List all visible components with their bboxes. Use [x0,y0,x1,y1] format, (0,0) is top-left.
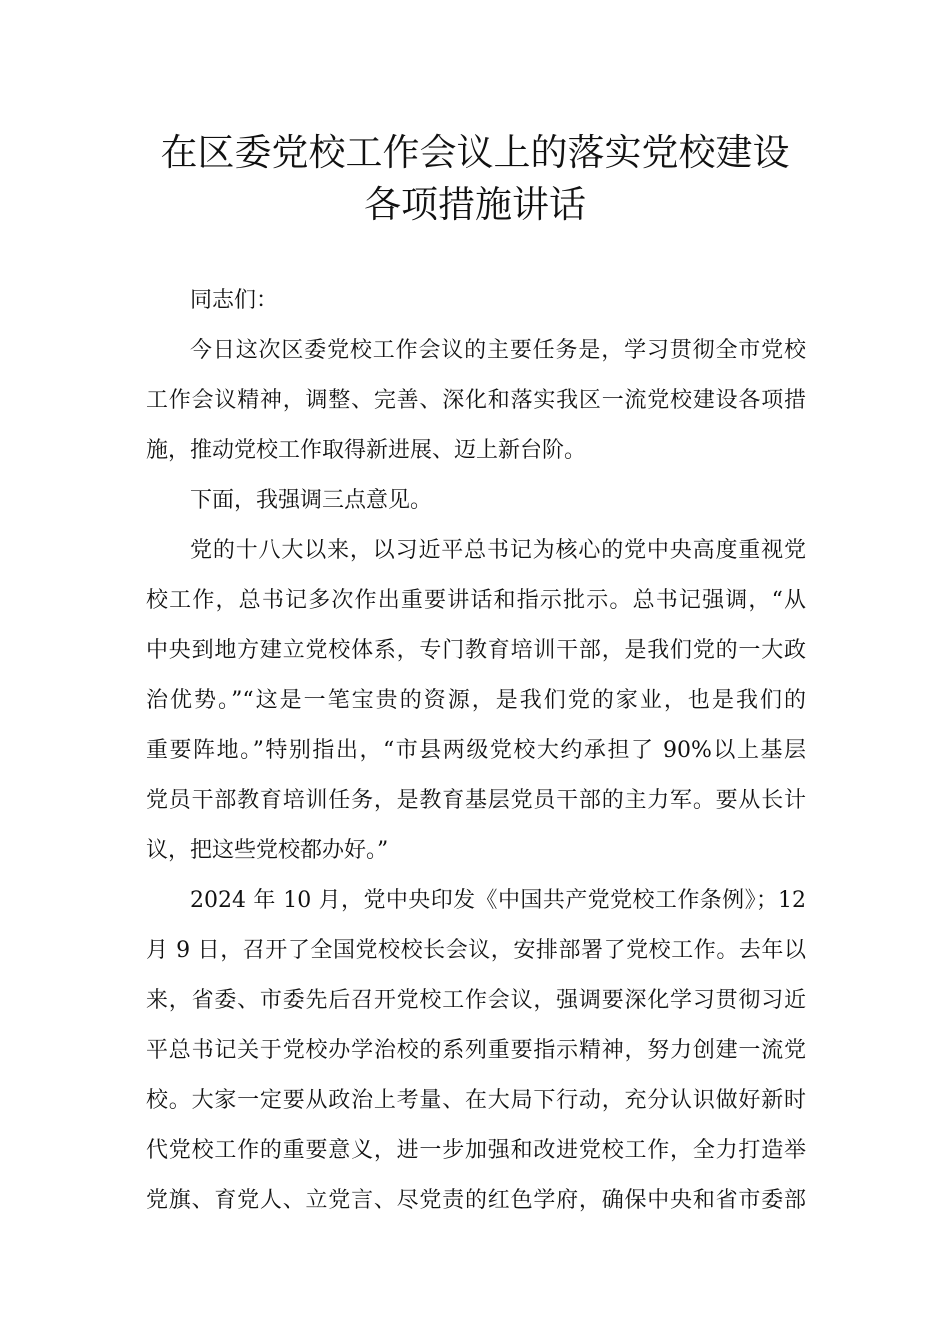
paragraph-4-line-1: 2024 年 10 月，党中央印发《中国共产党党校工作条例》；12 [190,888,806,913]
paragraph-3-line-4: 治优势。”“这是一笔宝贵的资源，是我们党的家业，也是我们的 [146,688,806,713]
paragraph-3-line-6: 党员干部教育培训任务，是教育基层党员干部的主力军。要从长计 [146,788,806,813]
paragraph-4-line-4: 平总书记关于党校办学治校的系列重要指示精神，努力创建一流党 [146,1038,806,1063]
paragraph-3-line-5: 重要阵地。”特别指出，“市县两级党校大约承担了 90%以上基层 [146,738,806,763]
paragraph-3-line-7: 议，把这些党校都办好。” [146,838,389,863]
paragraph-1-line-2: 工作会议精神，调整、完善、深化和落实我区一流党校建设各项措 [146,388,806,413]
document-title-line-1: 在区委党校工作会议上的落实党校建设 [160,131,790,174]
paragraph-3-line-2: 校工作，总书记多次作出重要讲话和指示批示。总书记强调，“从 [146,588,806,613]
document-title-line-2: 各项措施讲话 [364,183,586,226]
paragraph-4-line-3: 来，省委、市委先后召开党校工作会议，强调要深化学习贯彻习近 [146,988,806,1013]
paragraph-4-line-2: 月 9 日，召开了全国党校校长会议，安排部署了党校工作。去年以 [146,938,806,963]
salutation: 同志们： [190,288,279,313]
paragraph-4-line-7: 党旗、育党人、立党言、尽党责的红色学府，确保中央和省市委部 [146,1188,806,1213]
paragraph-2-line-1: 下面，我强调三点意见。 [190,488,433,513]
paragraph-1-line-1: 今日这次区委党校工作会议的主要任务是，学习贯彻全市党校 [190,338,806,363]
paragraph-4-line-5: 校。大家一定要从政治上考量、在大局下行动，充分认识做好新时 [146,1088,806,1113]
paragraph-4-line-6: 代党校工作的重要意义，进一步加强和改进党校工作，全力打造举 [146,1138,806,1163]
paragraph-3-line-3: 中央到地方建立党校体系，专门教育培训干部，是我们党的一大政 [146,638,806,663]
paragraph-1-line-3: 施，推动党校工作取得新进展、迈上新台阶。 [146,438,587,463]
paragraph-3-line-1: 党的十八大以来，以习近平总书记为核心的党中央高度重视党 [190,538,806,563]
